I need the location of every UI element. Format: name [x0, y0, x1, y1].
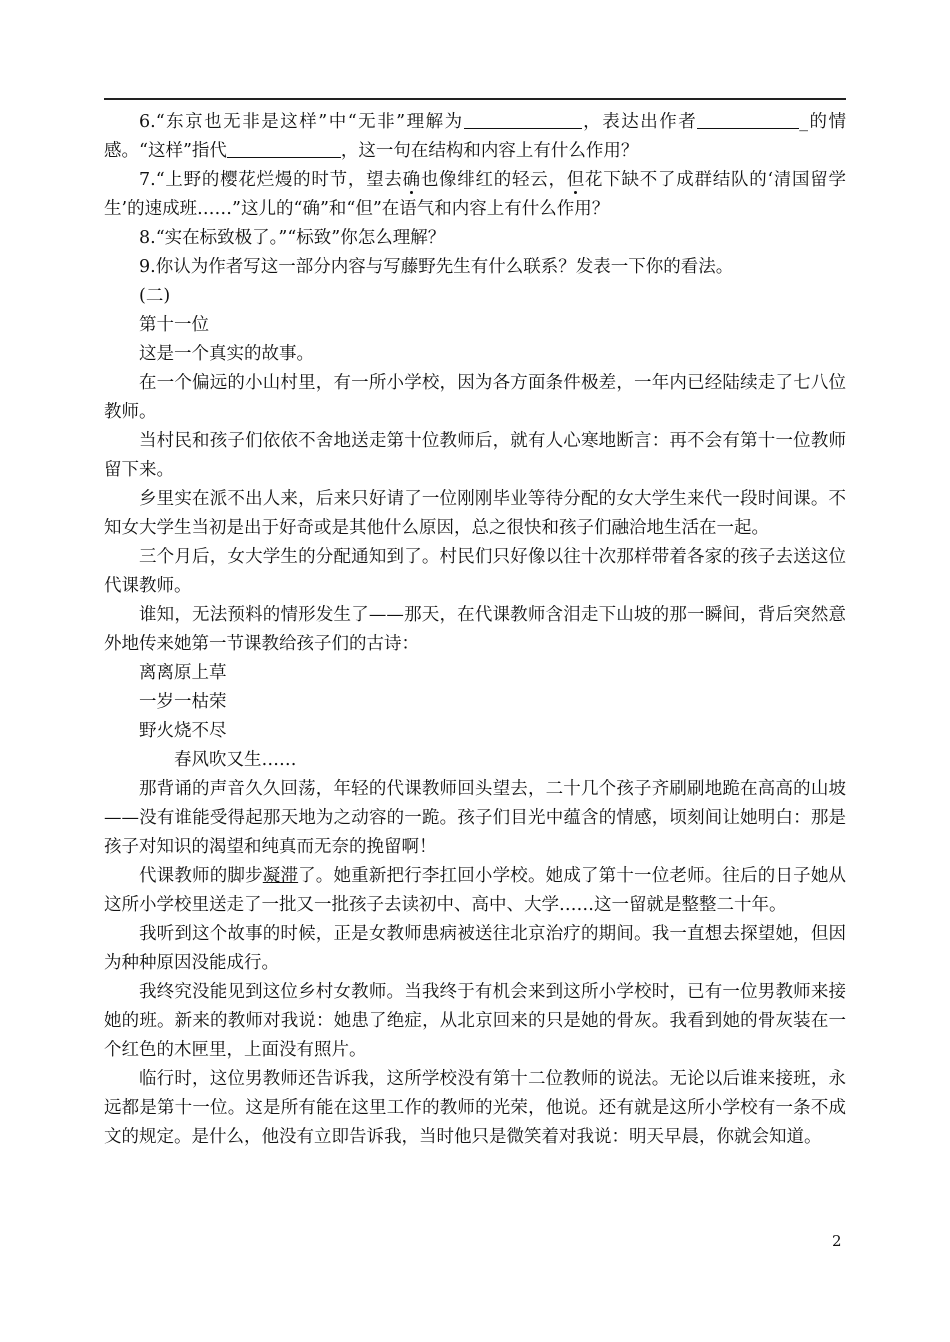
question-8: 8.“实在标致极了。”“标致”你怎么理解？: [139, 228, 446, 248]
paragraph: 在一个偏远的小山村里，有一所小学校，因为各方面条件极差，一年内已经陆续走了七八位教师。: [104, 373, 846, 422]
question-9: 9.你认为作者写这一部分内容与写藤野先生有什么联系？发表一下你的看法。: [139, 257, 734, 277]
paragraph: 乡里实在派不出人来，后来只好请了一位刚刚毕业等待分配的女大学生来代一段时间课。不知女大学生当初是出于好奇或是其他什么原因，总之很快和孩子们融洽地生活在一起。: [104, 489, 846, 538]
question-6: 6.“东京也无非是这样”中“无非”理解为 ，表达出作者 _的情感。“这样”指代 ，这一句在结构和内容上有什么作用？: [104, 112, 847, 161]
paragraph: 那背诵的声音久久回荡，年轻的代课教师回头望去，二十几个孩子齐刷刷地跪在高高的山坡——没有谁能受得起那天地为之动容的一跪。孩子们目光中蕴含的情感，顷刻间让她明白：那是孩子对知识的渴望和纯真而无奈的挽留啊！: [104, 779, 846, 857]
answer-blank: [697, 110, 799, 129]
poem-line: 野火烧不尽: [139, 721, 227, 741]
emphasis-que: 确: [402, 170, 421, 190]
emphasis-dan: 但: [566, 170, 586, 190]
paragraph: 三个月后，女大学生的分配通知到了。村民们只好像以往十次那样带着各家的孩子去送这位代课教师。: [104, 547, 846, 596]
answer-blank: [227, 139, 341, 158]
poem-line: 春风吹又生……: [174, 750, 297, 770]
underlined-word: 凝滞: [262, 866, 299, 886]
header-rule: [104, 98, 846, 100]
answer-blank: [464, 110, 582, 129]
paragraph: 我听到这个故事的时候，正是女教师患病被送往北京治疗的期间。我一直想去探望她，但因为种种原因没能成行。: [104, 924, 846, 973]
paragraph: 代课教师的脚步凝滞了。她重新把行李扛回小学校。她成了第十一位老师。往后的日子她从这所小学校里送走了一批又一批孩子去读初中、高中、大学……这一留就是整整二十年。: [104, 866, 847, 915]
story-title: 第十一位: [139, 315, 209, 335]
page-number: 2: [832, 1232, 842, 1250]
paragraph: 临行时，这位男教师还告诉我，这所学校没有第十二位教师的说法。无论以后谁来接班，永远都是第十一位。这是所有能在这里工作的教师的光荣，他说。还有就是这所小学校有一条不成文的规定。是什么，他没有立即告诉我，当时他只是微笑着对我说：明天早晨，你就会知道。: [104, 1069, 846, 1147]
document-body: [104, 108, 846, 1152]
poem-line: 一岁一枯荣: [139, 692, 227, 712]
paragraph: 这是一个真实的故事。: [139, 344, 314, 364]
paragraph: 当村民和孩子们依依不舍地送走第十位教师后，就有人心寒地断言：再不会有第十一位教师留下来。: [104, 431, 846, 480]
question-7: 7.“上野的樱花烂熳的时节，望去确也像绯红的轻云，但花下缺不了成群结队的‘清国留学生’的速成班……”这儿的“确”和“但”在语气和内容上有什么作用？: [104, 170, 847, 219]
paragraph: 谁知，无法预料的情形发生了——那天，在代课教师含泪走下山坡的那一瞬间，背后突然意外地传来她第一节课教给孩子们的古诗：: [104, 605, 846, 654]
poem-line: 离离原上草: [139, 663, 227, 683]
paragraph: 我终究没能见到这位乡村女教师。当我终于有机会来到这所小学校时，已有一位男教师来接她的班。新来的教师对我说：她患了绝症，从北京回来的只是她的骨灰。我看到她的骨灰装在一个红色的木匣里，上面没有照片。: [104, 982, 846, 1060]
section-label: (二): [139, 286, 171, 306]
